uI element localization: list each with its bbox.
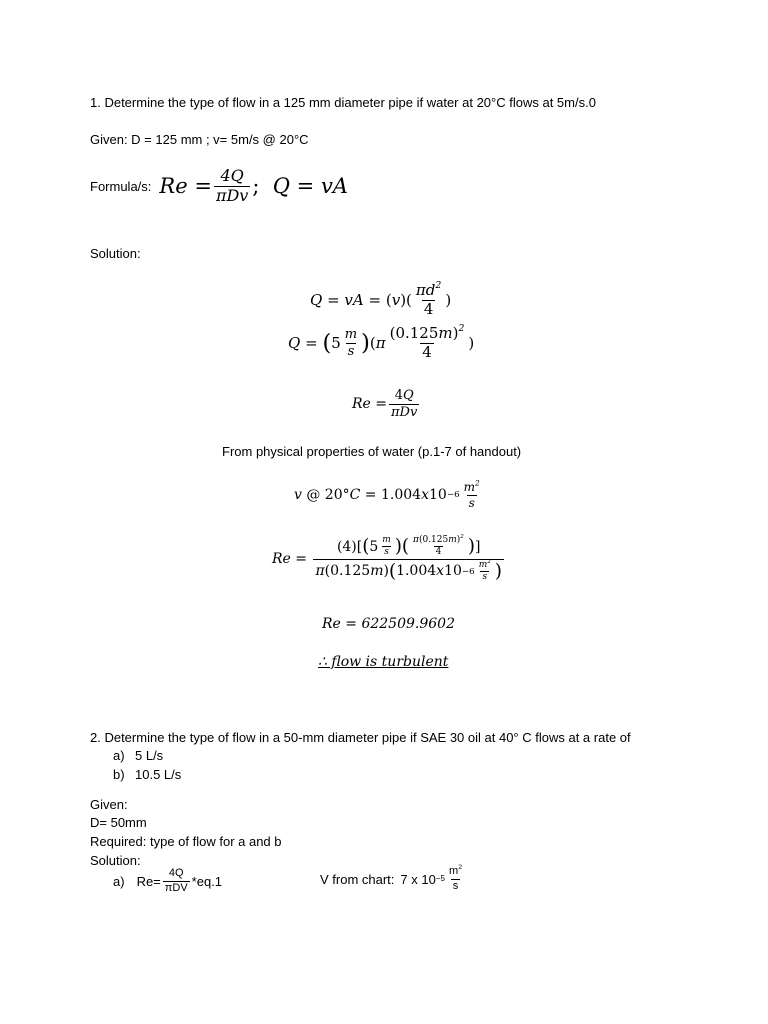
equation-q-area: Q = vA = ( v )( $\frac{\pi d^2}{4}$ ) [310,280,452,318]
re-result: Re = 622509.9602 [322,616,455,632]
v-chart-unit-exp: 2 [458,863,462,871]
given-diameter: D= 50mm [90,815,147,830]
equation-re-formula: Re = $\frac{4Q}{\text{πDv}}$ [352,388,418,420]
required-statement: Required: type of flow for a and b [90,834,282,849]
question-1-statement: 1. Determine the type of flow in a 125 mm diameter pipe if water at 20°C flows at 5m/s.0 [90,95,596,110]
option-a: 5 L/s [135,748,164,763]
solution-label-2: Solution: [90,853,141,868]
conclusion-turbulent: ∴ flow is turbulent [318,654,449,670]
part-a-suffix: *eq.1 [191,873,223,889]
equation-q-values: Q = ( 5 $\frac{m}{s}$ ) ( π $\frac{(0.125m)^2}{4}$ ) [288,323,475,361]
option-a-marker: a) [113,748,125,763]
question-1-given: Given: D = 125 mm ; v= 5m/s @ 20°C [90,132,309,147]
v-chart-unit-den: s [452,879,459,892]
v-chart-label: V from chart: [320,871,395,887]
v-from-chart: V from chart: 7 x 10 −5 $\frac{m^2}{s}$ [320,863,462,892]
solution-label: Solution: [90,246,141,261]
equation-viscosity: v @ 20° C = 1.004 x 10 −6 $\frac{m^2}{s}$ [294,478,480,510]
question-2-statement: 2. Determine the type of flow in a 50-mm diameter pipe if SAE 30 oil at 40° C flows at a rate of [90,730,631,745]
v-chart-unit-num: m [449,865,459,877]
part-a-numerator: 4Q [168,867,184,879]
physical-properties-note: From physical properties of water (p.1-7 of handout) [222,444,522,459]
part-a-marker: a) [113,873,125,889]
equation-re-substituted: Re = (4)[ ( 5 $\frac{m}{s}$ ) ( $\frac{\pi(0.125m)^2}{4}$ ) ] π (0.125 m ) ( 1.004 x 10 −6 $\frac{m^2}{s}$ ) [272,533,502,583]
option-b-marker: b) [113,767,125,782]
formula-expression: Re = $\frac{4Q}{\text{πDv}}$ ; Q = vA [159,166,348,205]
part-a-denominator: πDV [164,881,188,894]
v-chart-coef: 7 x 10 [400,871,436,887]
formula-block [90,168,348,205]
formula-label: Formula/s: [90,178,152,194]
option-b: 10.5 L/s [135,767,182,782]
part-a-equation [113,868,222,894]
given-label: Given: [90,797,128,812]
part-a-re-prefix: Re= [136,873,161,889]
